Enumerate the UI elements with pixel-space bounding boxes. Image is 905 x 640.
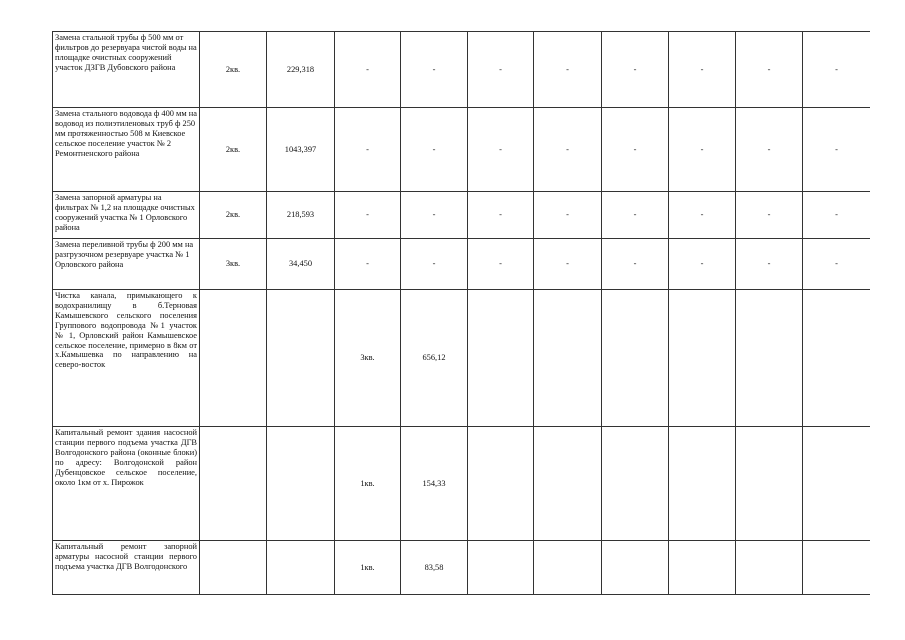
dash-cell: - — [736, 192, 803, 239]
dash-cell: - — [669, 192, 736, 239]
work-description: Замена стального водовода ф 400 мм на водовод из полиэтиленовых труб ф 250 мм протяженностью 508 м Киевское сельское поселение участок № 2 Ремонтненского района — [53, 108, 200, 192]
table-row — [53, 290, 871, 427]
empty-cell — [200, 541, 267, 595]
empty-cell — [602, 541, 669, 595]
dash-cell: - — [602, 192, 669, 239]
dash-cell: - — [602, 32, 669, 108]
work-description: Замена запорной арматуры на фильтрах № 1,2 на площадке очистных сооружений участка № 1 Орловского района — [53, 192, 200, 239]
empty-cell — [736, 290, 803, 427]
dash-cell: - — [803, 239, 871, 290]
empty-cell — [468, 290, 534, 427]
empty-cell — [534, 290, 602, 427]
dash-cell: - — [401, 239, 468, 290]
dash-cell: - — [534, 32, 602, 108]
amount-cell: 34,450 — [267, 239, 335, 290]
dash-cell: - — [335, 32, 401, 108]
table-row — [53, 32, 871, 108]
quarter-cell: 2кв. — [200, 32, 267, 108]
amount-cell: 1043,397 — [267, 108, 335, 192]
empty-cell — [803, 427, 871, 541]
empty-cell — [736, 427, 803, 541]
dash-cell: - — [534, 239, 602, 290]
quarter-cell: 3кв. — [200, 239, 267, 290]
amount-cell: 656,12 — [401, 290, 468, 427]
empty-cell — [200, 427, 267, 541]
amount-cell: 83,58 — [401, 541, 468, 595]
dash-cell: - — [468, 108, 534, 192]
amount-cell: 218,593 — [267, 192, 335, 239]
table-row — [53, 108, 871, 192]
empty-cell — [534, 541, 602, 595]
empty-cell — [602, 290, 669, 427]
table-row — [53, 427, 871, 541]
empty-cell — [468, 427, 534, 541]
table-row — [53, 192, 871, 239]
quarter-cell: 2кв. — [200, 192, 267, 239]
dash-cell: - — [401, 192, 468, 239]
dash-cell: - — [335, 239, 401, 290]
dash-cell: - — [669, 32, 736, 108]
dash-cell: - — [669, 239, 736, 290]
amount-cell: 229,318 — [267, 32, 335, 108]
dash-cell: - — [736, 32, 803, 108]
quarter-cell: 1кв. — [335, 541, 401, 595]
empty-cell — [468, 541, 534, 595]
quarter-cell: 3кв. — [335, 290, 401, 427]
dash-cell: - — [736, 108, 803, 192]
empty-cell — [267, 541, 335, 595]
dash-cell: - — [803, 32, 871, 108]
dash-cell: - — [803, 108, 871, 192]
document-page — [52, 31, 870, 596]
empty-cell — [534, 427, 602, 541]
dash-cell: - — [335, 108, 401, 192]
work-description: Капитальный ремонт запорной арматуры насосной станции первого подъема участка ДГВ Волгодонского — [53, 541, 200, 595]
dash-cell: - — [534, 108, 602, 192]
dash-cell: - — [669, 108, 736, 192]
work-description: Замена переливной трубы ф 200 мм на разгрузочном резервуаре участка № 1 Орловского района — [53, 239, 200, 290]
empty-cell — [669, 427, 736, 541]
empty-cell — [267, 427, 335, 541]
table-row — [53, 541, 871, 595]
work-description: Капитальный ремонт здания насосной станции первого подъема участка ДГВ Волгодонского района (оконные блоки) по адресу: Волгодонской район Дубенцовское сельское поселение, около 1км от х. Пирожок — [53, 427, 200, 541]
dash-cell: - — [468, 32, 534, 108]
work-description: Замена стальной трубы ф 500 мм от фильтров до резервуара чистой воды на площадке очистных сооружений участок ДЗГВ Дубовского района — [53, 32, 200, 108]
quarter-cell: 2кв. — [200, 108, 267, 192]
empty-cell — [803, 290, 871, 427]
empty-cell — [267, 290, 335, 427]
dash-cell: - — [401, 32, 468, 108]
dash-cell: - — [803, 192, 871, 239]
empty-cell — [736, 541, 803, 595]
empty-cell — [602, 427, 669, 541]
dash-cell: - — [468, 239, 534, 290]
empty-cell — [803, 541, 871, 595]
dash-cell: - — [534, 192, 602, 239]
empty-cell — [669, 290, 736, 427]
work-description: Чистка канала, примыкающего к водохранилищу в б.Терновая Камышевского сельского поселения Группового водопровода №1 участок № 1, Орловский район Камышевское сельское поселение, примерно в 8км от х.Камышевка по направлению на северо-восток — [53, 290, 200, 427]
quarter-cell: 1кв. — [335, 427, 401, 541]
dash-cell: - — [736, 239, 803, 290]
dash-cell: - — [468, 192, 534, 239]
table-row — [53, 239, 871, 290]
dash-cell: - — [335, 192, 401, 239]
dash-cell: - — [602, 239, 669, 290]
dash-cell: - — [401, 108, 468, 192]
amount-cell: 154,33 — [401, 427, 468, 541]
empty-cell — [669, 541, 736, 595]
empty-cell — [200, 290, 267, 427]
works-table — [52, 31, 870, 595]
dash-cell: - — [602, 108, 669, 192]
